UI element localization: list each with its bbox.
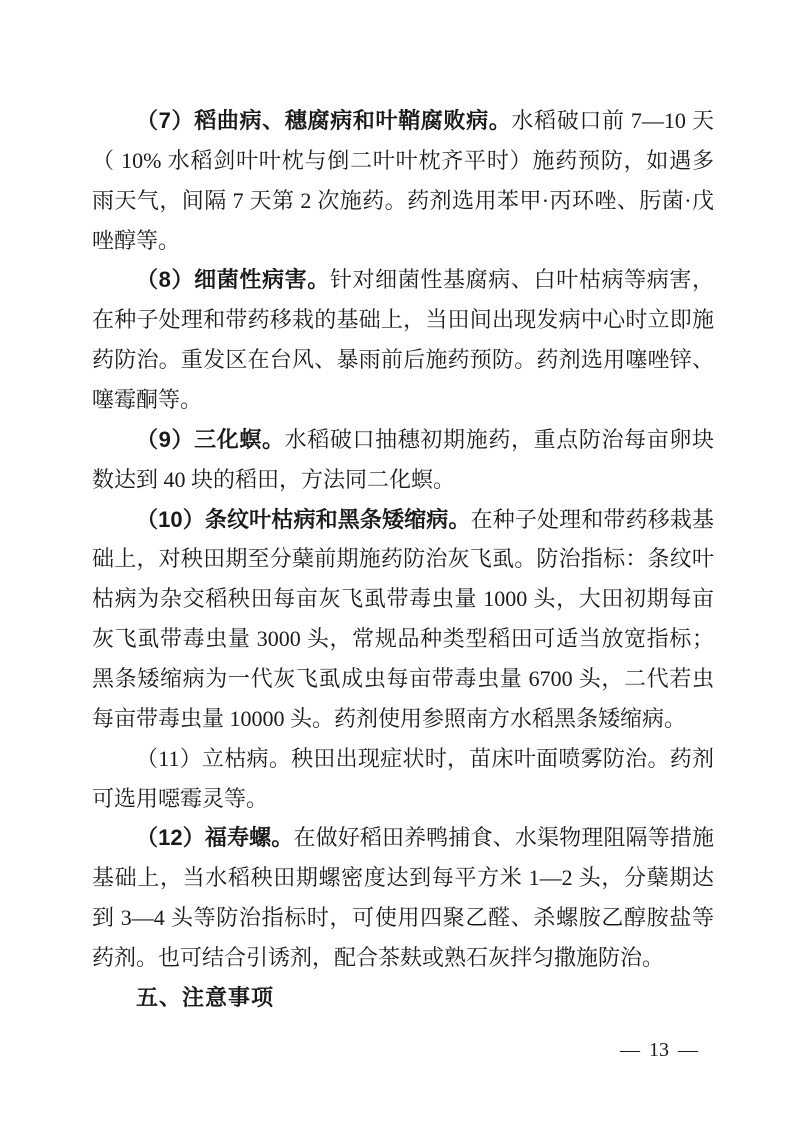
text-segment: 数达到 40 块的稻田，方法同二化螟。	[92, 466, 456, 492]
text-segment: 枯病为杂交稻秧田每亩灰飞虱带毒虫量 1000 头，大田初期每亩	[92, 586, 714, 612]
item-head: （11）立枯病。	[136, 745, 292, 771]
page-number: — 13 —	[620, 1039, 698, 1061]
text-segment: 药防治。重发区在台风、暴雨前后施药预防。药剂选用噻唑锌、	[92, 347, 714, 373]
paragraph-7-rice-false-smut	[92, 101, 714, 260]
text-line	[92, 141, 714, 181]
paragraph-8-bacterial-diseases	[92, 260, 714, 419]
paragraph-10-stripe-and-dwarf-disease	[92, 500, 714, 739]
text-line	[92, 460, 714, 500]
text-segment: 可选用噁霉灵等。	[92, 785, 269, 811]
item-head: 五、注意事项	[136, 984, 275, 1010]
text-segment: 水稻破口抽穗初期施药，重点防治每亩卵块	[284, 426, 714, 452]
text-line	[92, 380, 714, 420]
text-line	[92, 858, 714, 898]
text-segment: 黑条矮缩病为一代灰飞虱成虫每亩带毒虫量 6700 头，二代若虫	[92, 666, 714, 692]
item-head: （9）三化螟。	[136, 426, 285, 452]
text-line	[92, 619, 714, 659]
text-line	[92, 739, 714, 779]
text-segment: 基础上，当水稻秧田期螺密度达到每平方米 1—2 头，分蘖期达	[92, 865, 714, 891]
text-segment: 秧田出现症状时，苗床叶面喷雾防治。药剂	[291, 745, 714, 771]
text-line	[92, 978, 714, 1018]
text-line	[92, 300, 714, 340]
text-segment: 在种子处理和带药移栽的基础上，当田间出现发病中心时立即施	[92, 307, 714, 333]
text-segment: 水稻破口前 7—10 天	[511, 108, 714, 133]
text-line	[92, 898, 714, 938]
text-segment: 在种子处理和带药移栽基	[470, 506, 714, 532]
text-line	[92, 101, 714, 141]
text-line	[92, 579, 714, 619]
section-5-heading	[92, 978, 714, 1018]
text-segment: 础上，对秧田期至分蘖前期施药防治灰飞虱。防治指标：条纹叶	[92, 546, 714, 572]
text-segment: 针对细菌性基腐病、白叶枯病等病害，	[329, 267, 714, 293]
text-line	[92, 659, 714, 699]
text-segment: （ 10% 水稻剑叶叶枕与倒二叶叶枕齐平时）施药预防，如遇多	[92, 147, 714, 173]
paragraph-12-apple-snail	[92, 818, 714, 977]
text-line	[92, 181, 714, 221]
text-line	[92, 699, 714, 739]
item-head: （12）福寿螺。	[136, 825, 294, 851]
text-line	[92, 340, 714, 380]
document-body	[92, 101, 714, 1018]
text-line	[92, 221, 714, 261]
text-line	[92, 938, 714, 978]
text-segment: 灰飞虱带毒虫量 3000 头，常规品种类型稻田可适当放宽指标；	[92, 626, 714, 652]
text-segment: 噻霉酮等。	[92, 387, 203, 413]
text-line	[92, 500, 714, 540]
text-line	[92, 539, 714, 579]
paragraph-11-damping-off	[92, 739, 714, 819]
text-segment: 在做好稻田养鸭捕食、水渠物理阻隔等措施	[293, 825, 714, 851]
text-line	[92, 818, 714, 858]
paragraph-9-yellow-stem-borer	[92, 420, 714, 500]
text-line	[92, 420, 714, 460]
text-line	[92, 260, 714, 300]
item-head: （8）细菌性病害。	[136, 267, 330, 293]
item-head: （10）条纹叶枯病和黑条矮缩病。	[136, 506, 471, 532]
item-head: （7）稻曲病、穗腐病和叶鞘腐败病。	[136, 108, 512, 133]
text-segment: 药剂。也可结合引诱剂，配合茶麸或熟石灰拌匀撒施防治。	[92, 945, 665, 971]
text-segment: 到 3—4 头等防治指标时，可使用四聚乙醛、杀螺胺乙醇胺盐等	[92, 905, 714, 931]
text-segment: 每亩带毒虫量 10000 头。药剂使用参照南方水稻黑条矮缩病。	[92, 705, 687, 731]
text-segment: 唑醇等。	[92, 227, 181, 253]
text-segment: 雨天气，间隔 7 天第 2 次施药。药剂选用苯甲·丙环唑、肟菌·戊	[92, 187, 714, 213]
text-line	[92, 779, 714, 819]
